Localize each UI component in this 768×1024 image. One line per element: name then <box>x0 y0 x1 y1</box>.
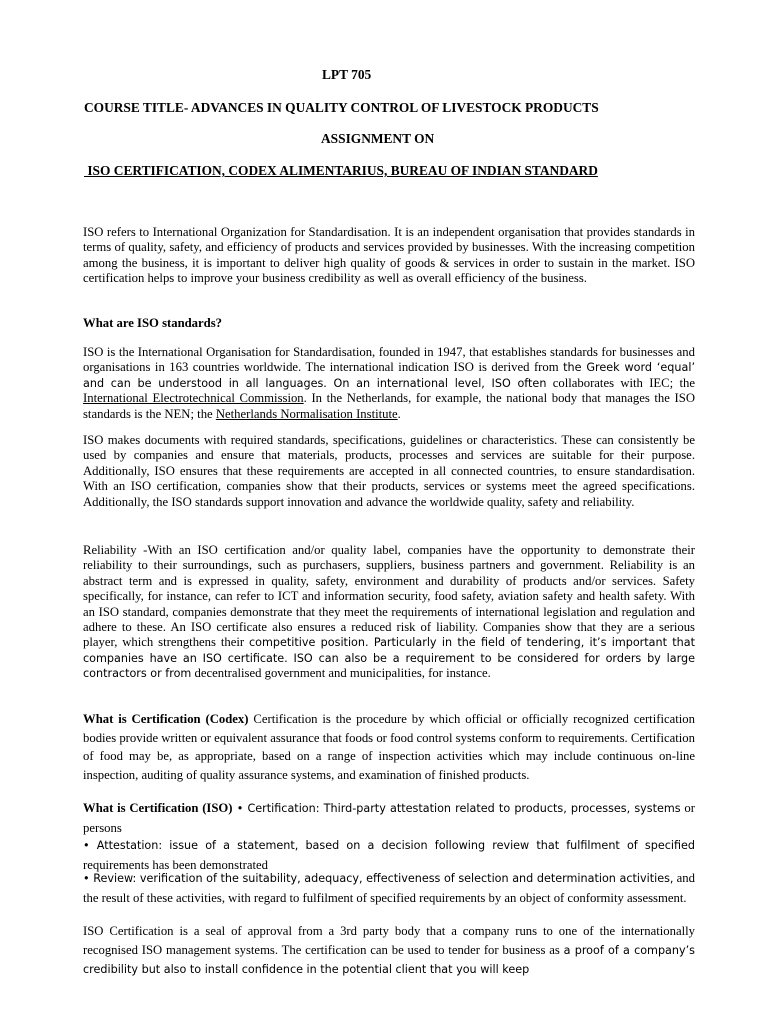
certification-iso-paragraph: What is Certification (ISO) • Certification: Third-party attestation related to products, processes, systems or persons <box>83 801 696 835</box>
course-title: COURSE TITLE- ADVANCES IN QUALITY CONTROL OF LIVESTOCK PRODUCTS <box>84 100 599 115</box>
iso-standards-paragraph-1: ISO is the International Organisation for Standardisation, founded in 1947, that establishes standards for businesses and organisations in 163 countries worldwide. The international indication ISO is derived from the Greek word ‘equal’ and can be understood in all languages. On an international level, ISO often collaborates with IEC; the International Electrotechnical Commission. In the Netherlands, for example, the national body that manages the ISO standards is the NEN; the Netherlands Normalisation Institute. <box>83 345 696 421</box>
intro-paragraph: ISO refers to International Organization for Standardisation. It is an independent organisation that provides standards in terms of quality, safety, and efficiency of products and services provided by businesses. With the increasing competition among the business, it is important to deliver high quality of goods & services in order to sustain in the market. ISO certification helps to improve your business credibility as well as overall efficiency of the business. <box>83 225 695 286</box>
course-code: LPT 705 <box>322 67 372 82</box>
iso-certification-closing-paragraph: ISO Certification is a seal of approval from a 3rd party body that a company runs to one of the internationally recognised ISO management systems. The certification can be used to tender for business as a proof of a company’s credibility but also to install confidence in the potential client that you will keep <box>83 924 696 977</box>
assignment-topic: ISO CERTIFICATION, CODEX ALIMENTARIUS, BUREAU OF INDIAN STANDARD <box>84 163 598 178</box>
attestation-bullet: • Attestation: issue of a statement, based on a decision following review that fulfilment of specified requirements has been demonstrated <box>83 839 695 872</box>
link-nen[interactable]: Netherlands Normalisation Institute <box>215 406 398 421</box>
section-heading-iso-standards: What are ISO standards? <box>83 316 222 330</box>
assignment-label: ASSIGNMENT ON <box>321 131 435 146</box>
reliability-paragraph: Reliability -With an ISO certification and/or quality label, companies have the opportunity to demonstrate their reliability to their surroundings, such as purchasers, suppliers, business partners and government. Reliability is an abstract term and is expressed in quality, safety, environment and durability of products and/or services. Safety specifically, for instance, can refer to ICT and information security, food safety, aviation safety and health safety. With an ISO standard, companies demonstrate that they meet the requirements of international legislation and regulation and adhere to these. An ISO certificate also ensures a reduced risk of liability. Companies show that they are a serious player, which strengthens their competitive position. Particularly in the field of tendering, it’s important that companies have an ISO certificate. ISO can also be a requirement to be considered for orders by large contractors or from decentralised government and municipalities, for instance. <box>83 543 695 681</box>
certification-iso-label: What is Certification (ISO) <box>83 801 233 815</box>
certification-codex-paragraph: What is Certification (Codex) Certification is the procedure by which official or officially recognized certification bodies provide written or equivalent assurance that foods or food control systems conform to requirements. Certification of food may be, as appropriate, based on a range of inspection activities which may include continuous on-line inspection, auditing of quality assurance systems, and examination of finished products. <box>83 712 695 782</box>
certification-codex-label: What is Certification (Codex) <box>83 712 249 726</box>
link-iec[interactable]: International Electrotechnical Commission <box>83 391 304 406</box>
iso-standards-paragraph-2: ISO makes documents with required standards, specifications, guidelines or characteristics. These can consistently be used by companies and ensure that materials, products, processes and services are suitable for their purpose. Additionally, ISO ensures that these requirements are accepted in all connected countries, to ensure standardisation. With an ISO certification, companies show that their products, services or systems meet the agreed specifications. Additionally, the ISO standards support innovation and advance the worldwide quality, safety and reliability. <box>83 433 695 509</box>
review-bullet: • Review: verification of the suitability, adequacy, effectiveness of selection and determination activities, and the result of these activities, with regard to fulfilment of specified requirements by an object of conformity assessment. <box>83 871 695 905</box>
